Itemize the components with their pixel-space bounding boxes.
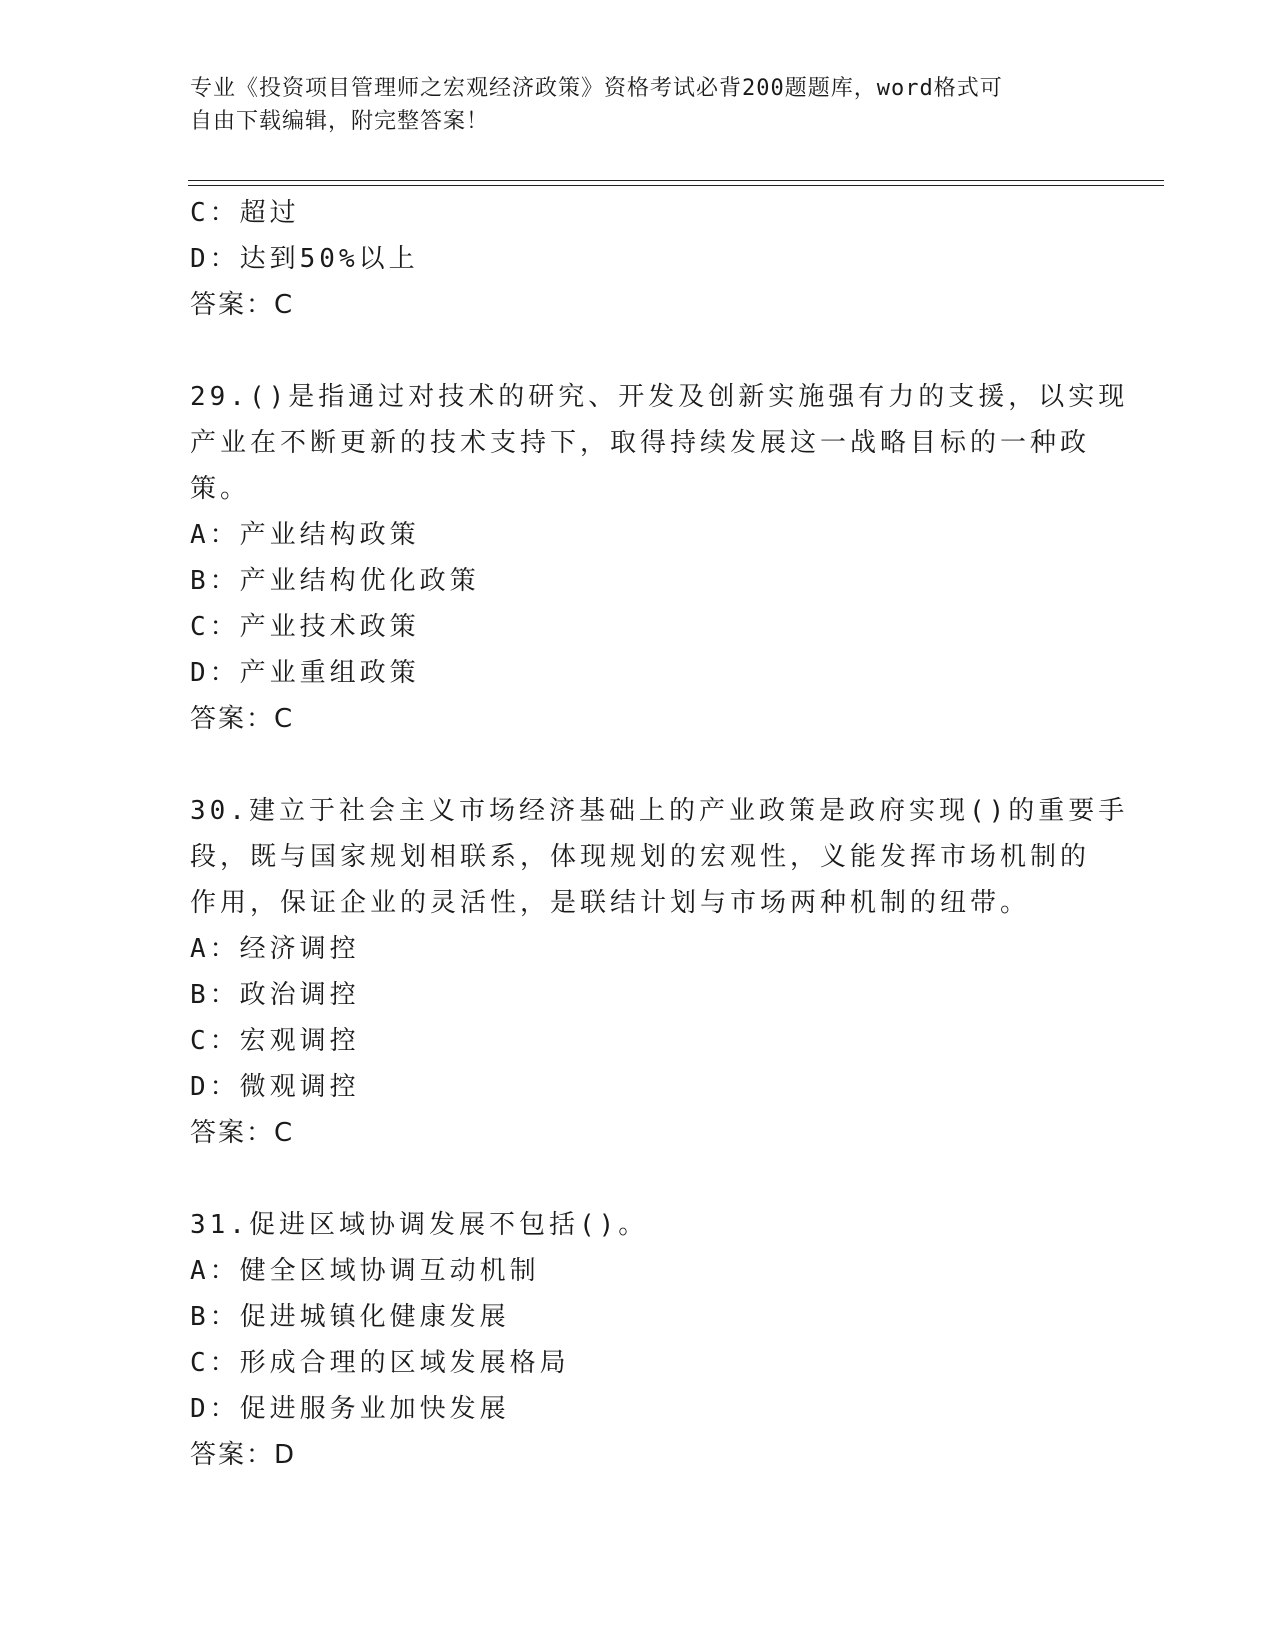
- question-text-line: 段，既与国家规划相联系，体现规划的宏观性，义能发挥市场机制的: [190, 842, 1091, 872]
- answer-line: 答案：C: [190, 1118, 295, 1148]
- answer-line: 答案：C: [190, 290, 295, 320]
- document-header: [190, 72, 1090, 138]
- option-c: C：超过: [190, 198, 300, 228]
- question-text-line: 策。: [190, 474, 251, 504]
- option-b: B：政治调控: [190, 980, 360, 1010]
- question-29: [190, 374, 1129, 742]
- spacer: [190, 328, 1090, 374]
- option-d: D：产业重组政策: [190, 658, 420, 688]
- option-d: D：促进服务业加快发展: [190, 1394, 510, 1424]
- header-line-1: 专业《投资项目管理师之宏观经济政策》资格考试必背200题题库，word格式可: [190, 76, 1003, 101]
- answer-line: 答案：D: [190, 1440, 297, 1470]
- question-text-line: 31.促进区域协调发展不包括()。: [190, 1210, 649, 1240]
- question-31: [190, 1202, 1090, 1478]
- spacer: [190, 1156, 1090, 1202]
- option-c: C：宏观调控: [190, 1026, 360, 1056]
- header-divider-bottom: [188, 185, 1164, 186]
- header-divider-top: [188, 180, 1164, 181]
- option-d: D：达到50%以上: [190, 244, 419, 274]
- question-text-line: 产业在不断更新的技术支持下，取得持续发展这一战略目标的一种政: [190, 428, 1091, 458]
- header-line-2: 自由下载编辑，附完整答案！: [190, 109, 490, 134]
- option-a: A：经济调控: [190, 934, 360, 964]
- option-c: C：形成合理的区域发展格局: [190, 1348, 570, 1378]
- spacer: [190, 742, 1090, 788]
- question-30: [190, 788, 1129, 1156]
- question-28-continuation: [190, 190, 1090, 328]
- document-body: [190, 190, 1129, 1478]
- question-text-line: 30.建立于社会主义市场经济基础上的产业政策是政府实现()的重要手: [190, 796, 1129, 826]
- option-a: A：产业结构政策: [190, 520, 420, 550]
- option-b: B：促进城镇化健康发展: [190, 1302, 510, 1332]
- option-a: A：健全区域协调互动机制: [190, 1256, 540, 1286]
- option-d: D：微观调控: [190, 1072, 360, 1102]
- question-text-line: 作用，保证企业的灵活性，是联结计划与市场两种机制的纽带。: [190, 888, 1031, 918]
- option-c: C：产业技术政策: [190, 612, 420, 642]
- option-b: B：产业结构优化政策: [190, 566, 480, 596]
- question-text-line: 29.()是指通过对技术的研究、开发及创新实施强有力的支援，以实现: [190, 382, 1129, 412]
- answer-line: 答案：C: [190, 704, 295, 734]
